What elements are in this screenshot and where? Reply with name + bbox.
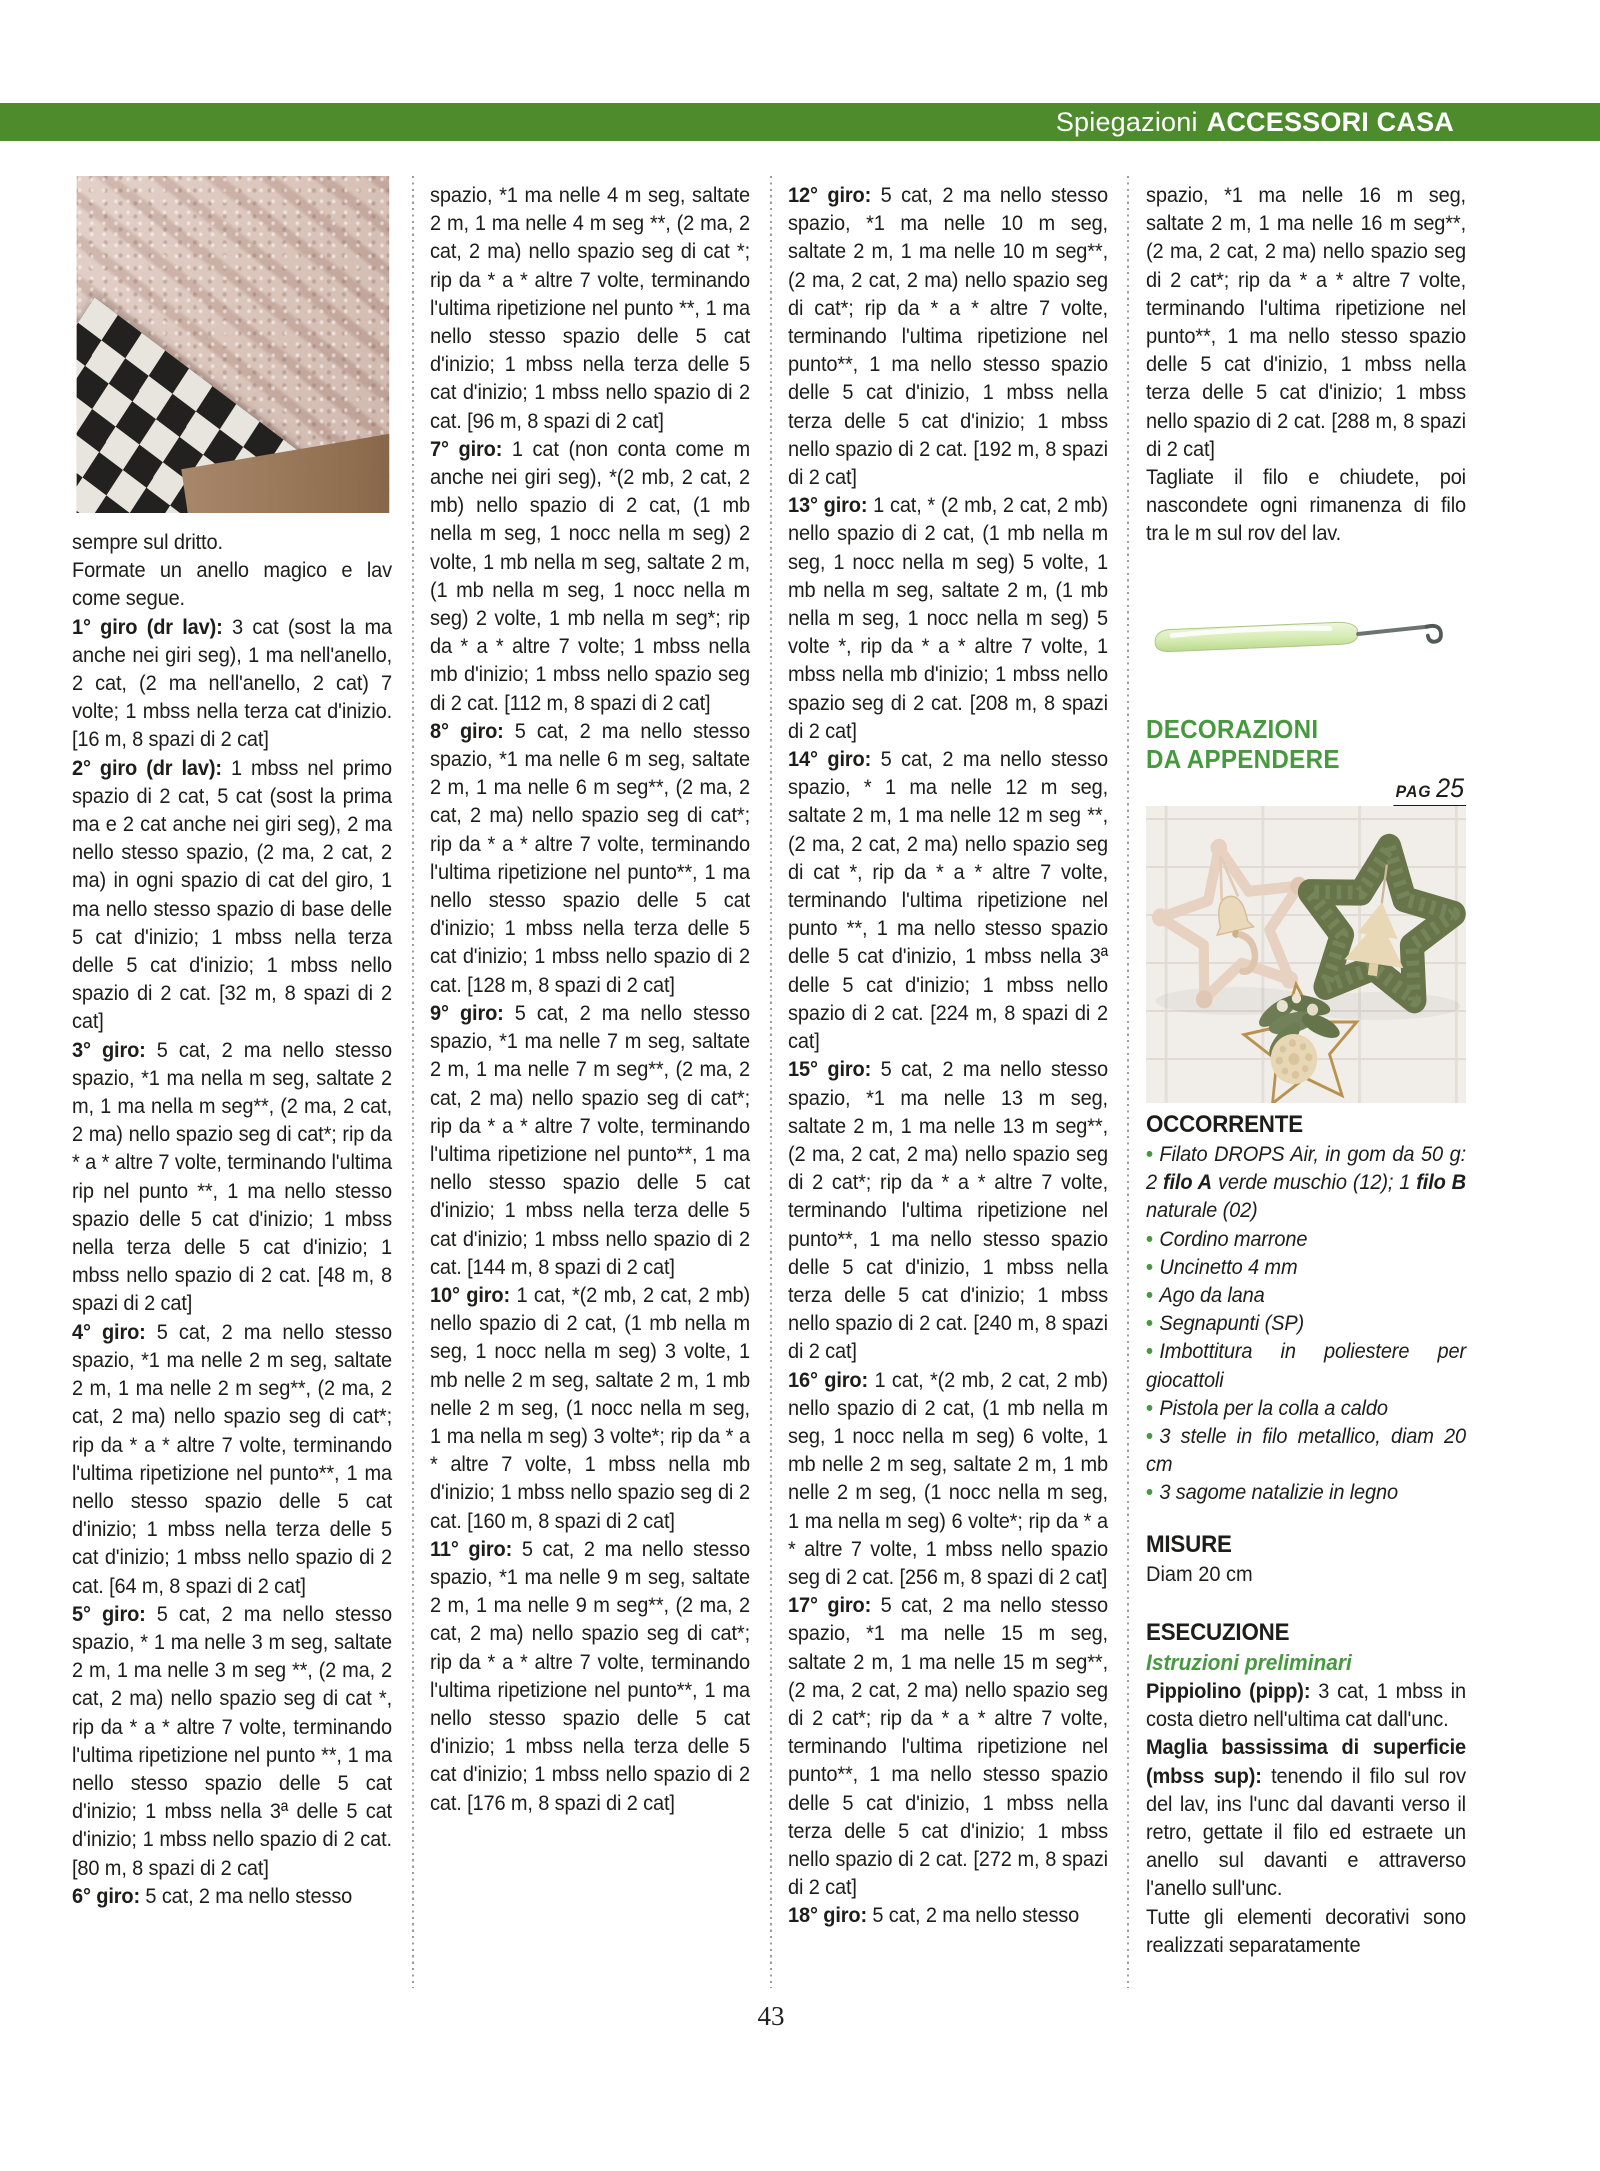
instruction-paragraph: 10° giro: 1 cat, *(2 mb, 2 cat, 2 mb) nello spazio di 2 cat, (1 mb nella m seg, 1 nocc nella m seg) 3 volte, 1 mb nelle 2 m seg, saltate 2 m, 1 mb nelle 2 m seg, (1 nocc nella m seg, 1 ma nella m seg) 3 volte*; rip da * a * altre 7 volte, 1 mbss nella mb d'inizio; 1 mbss nello spazio seg di 2 cat. [160 m, 8 spazi di 2 cat] <box>430 1282 751 1533</box>
misure-title: MISURE <box>1146 1531 1232 1558</box>
instruction-paragraph: 13° giro: 1 cat, * (2 mb, 2 cat, 2 mb) nello spazio di 2 cat, (1 mb nella m seg, 1 nocc nella m seg) 5 volte, 1 mb nella m seg, saltate 2 m, (1 mb nella m seg, 1 nocc nella m seg) 5 volte *, rip da * a * altre 7 volte, 1 mbss nella mb d'inizio; 1 mbss nello spazio seg di 2 cat. [208 m, 8 spazi di 2 cat] <box>788 493 1108 743</box>
header-title: ACCESSORI CASA <box>1206 106 1454 137</box>
instruction-paragraph: 9° giro: 5 cat, 2 ma nello stesso spazio, *1 ma nelle 7 m seg, saltate 2 m, 1 ma nelle 7 m seg**, (2 ma, 2 cat, 2 ma) nello spazio seg di cat*; rip da * a * altre 7 volte, terminando l'ultima ripetizione nel punto**, 1 ma nello stesso spazio delle 5 cat d'inizio; 1 mbss nella terza delle 5 cat d'inizio; 1 mbss nello spazio di 2 cat. [144 m, 8 spazi di 2 cat] <box>430 1000 751 1279</box>
round-label: 7° giro: <box>430 436 512 461</box>
instruction-paragraph: Tagliate il filo e chiudete, poi nascondete ogni rimanenza di filo tra le m sul rov del lav. <box>1146 465 1466 546</box>
instruction-paragraph: sempre sul dritto. <box>72 530 223 554</box>
round-label: 15° giro: <box>788 1057 881 1082</box>
instruction-paragraph: 17° giro: 5 cat, 2 ma nello stesso spazio, *1 ma nelle 15 m seg, saltate 2 m, 1 ma nelle 15 m seg**, (2 ma, 2 cat, 2 ma) nello spazio seg di 2 cat*; rip da * a * altre 7 volte, terminando l'ultima ripetizione nel punto**, 1 ma nello stesso spazio delle 5 cat d'inizio, 1 mbss nella terza delle 5 cat d'inizio; 1 mbss nello spazio di 2 cat. [272 m, 8 spazi di 2 cat] <box>788 1593 1109 1900</box>
esecuzione-section <box>1146 1618 1466 1959</box>
instruction-paragraph: 7° giro: 1 cat (non conta come m anche nei giri seg), *(2 mb, 2 cat, 2 mb) nello spazio di 2 cat, (1 mb nella m seg, 1 nocc nella m seg) 2 volte, 1 mb nella m seg, saltate 2 m, (1 mb nella m seg, 1 nocc nella m seg) 2 volte, 1 mb nella m seg*; rip da * a * altre 7 volte; 1 mbss nella mb d'inizio; 1 mbss nello spazio seg di 2 cat. [112 m, 8 spazi di 2 cat] <box>430 436 751 715</box>
instruction-paragraph: 5° giro: 5 cat, 2 ma nello stesso spazio, * 1 ma nelle 3 m seg, saltate 2 m, 1 ma nelle 3 m seg **, (2 ma, 2 cat, 2 ma) nello spazio seg di cat *, rip da * a * altre 7 volte, terminando l'ultima ripetizione nel punto **, 1 ma nello stesso spazio delle 5 cat d'inizio; 1 mbss nella 3ª delle 5 cat d'inizio; 1 mbss nello spazio di 2 cat. [80 m, 8 spazi di 2 cat] <box>72 1601 393 1880</box>
instruction-paragraph: 1° giro (dr lav): 3 cat (sost la ma anche nei giri seg), 1 ma nell'anello, 2 cat, (2 ma nell'anello, 2 cat) 7 volte; 1 mbss nella terza cat d'inizio. [16 m, 8 spazi di 2 cat] <box>72 614 392 752</box>
round-label: 4° giro: <box>72 1319 157 1344</box>
yarn-star <box>1146 821 1326 1016</box>
misure-value: Diam 20 cm <box>1146 1562 1253 1586</box>
instruction-paragraph: Maglia bassissima di superficie (mbss sup): tenendo il filo sul rov del lav, ins l'unc dal davanti verso il retro, gettate il filo ed estraete un anello sul davanti e attraverso l'anello sull'unc. <box>1146 1735 1466 1901</box>
material-text: filo B <box>1416 1170 1467 1195</box>
material-item <box>1146 1225 1466 1253</box>
bullet-icon: • <box>1146 1283 1153 1308</box>
material-item <box>1146 1253 1466 1281</box>
bullet-icon: • <box>1146 1142 1153 1166</box>
bullet-icon: • <box>1146 1226 1153 1251</box>
material-text: verde muschio (12); 1 <box>1212 1170 1417 1195</box>
star-decorations-illustration <box>1146 806 1466 1103</box>
section-title-decorazioni <box>1146 714 1340 774</box>
column-separator <box>412 176 414 1988</box>
material-text: 3 stelle in filo metallico, diam 20 cm <box>1146 1424 1466 1477</box>
misure-section <box>1146 1530 1466 1588</box>
round-label: 18° giro: <box>788 1903 873 1928</box>
crochet-hook-photo <box>1146 612 1466 664</box>
round-label: 17° giro: <box>788 1593 881 1618</box>
round-label: Maglia bassissima di superficie (mbss sup): <box>1146 1735 1466 1788</box>
round-label: 5° giro: <box>72 1601 157 1626</box>
material-text: Imbottitura in poliestere per giocattoli <box>1146 1339 1466 1392</box>
round-label: 1° giro (dr lav): <box>72 614 233 639</box>
material-text: filo A <box>1162 1170 1213 1195</box>
bullet-icon: • <box>1146 1424 1153 1449</box>
page-reference-number: 25 <box>1436 773 1465 803</box>
material-text: Pistola per la colla a caldo <box>1159 1395 1388 1420</box>
instruction-text-column-4 <box>1146 181 1466 548</box>
bullet-icon: • <box>1146 1254 1153 1279</box>
column-separator <box>770 176 772 1988</box>
material-text: Uncinetto 4 mm <box>1159 1254 1298 1279</box>
occorrente-title: OCCORRENTE <box>1146 1111 1303 1138</box>
round-label: 2° giro (dr lav): <box>72 755 231 780</box>
round-label: 9° giro: <box>430 1000 515 1025</box>
instruction-text-column-1 <box>72 528 392 1910</box>
instruction-text-column-2 <box>430 181 750 1817</box>
esecuzione-title: ESECUZIONE <box>1146 1619 1290 1646</box>
bullet-icon: • <box>1146 1480 1153 1505</box>
materials-list <box>1146 1140 1466 1507</box>
round-label: 16° giro: <box>788 1367 875 1392</box>
page-reference-underline <box>1394 773 1466 807</box>
instruction-paragraph: 6° giro: 5 cat, 2 ma nello stesso <box>72 1883 353 1908</box>
section-title-line2: DA APPENDERE <box>1146 744 1340 774</box>
material-text: Filato DROPS Air, in gom da 50 g: 2 <box>1146 1142 1466 1195</box>
instruction-paragraph: Pippiolino (pipp): 3 cat, 1 mbss in costa dietro nell'ultima cat dall'unc. <box>1146 1679 1466 1732</box>
instruction-paragraph: 15° giro: 5 cat, 2 ma nello stesso spazio, *1 ma nelle 13 m seg, saltate 2 m, 1 ma nelle 13 m seg**, (2 ma, 2 cat, 2 ma) nello spazio seg di 2 cat*; rip da * a * altre 7 volte, terminando l'ultima ripetizione nel punto**, 1 ma nello stesso spazio delle 5 cat d'inizio, 1 mbss nella terza delle 5 cat d'inizio; 1 mbss nello spazio di 2 cat. [240 m, 8 spazi di 2 cat] <box>788 1057 1109 1364</box>
esecuzione-subtitle: Istruzioni preliminari <box>1146 1650 1352 1675</box>
bullet-icon: • <box>1146 1339 1153 1364</box>
material-item <box>1146 1422 1466 1478</box>
instruction-paragraph: 4° giro: 5 cat, 2 ma nello stesso spazio, *1 ma nelle 2 m seg, saltate 2 m, 1 ma nelle 2 m seg**, (2 ma, 2 cat, 2 ma) nello spazio seg di cat*; rip da * a * altre 7 volte, terminando l'ultima ripetizione nel punto**, 1 ma nello stesso spazio delle 5 cat d'inizio; 1 mbss nella terza delle 5 cat d'inizio; 1 mbss nello spazio di 2 cat. [64 m, 8 spazi di 2 cat] <box>72 1319 393 1598</box>
round-label: Pippiolino (pipp): <box>1146 1679 1319 1703</box>
instruction-paragraph: spazio, *1 ma nelle 16 m seg, saltate 2 m, 1 ma nelle 16 m seg**, (2 ma, 2 cat, 2 ma) nello spazio seg di 2 cat*; rip da * a * altre 7 volte, terminando l'ultima ripetizione nel punto**, 1 ma nello stesso spazio delle 5 cat d'inizio, 1 mbss nella terza delle 5 cat d'inizio; 1 mbss nello spazio di 2 cat. [288 m, 8 spazi di 2 cat] <box>1146 183 1466 461</box>
instruction-paragraph: 12° giro: 5 cat, 2 ma nello stesso spazio, *1 ma nelle 10 m seg, saltate 2 m, 1 ma nelle 10 m seg**, (2 ma, 2 cat, 2 ma) nello spazio seg di cat*; rip da * a * altre 7 volte, terminando l'ultima ripetizione nel punto**, 1 ma nello stesso spazio delle 5 cat d'inizio, 1 mbss nella terza delle 5 cat d'inizio; 1 mbss nello spazio di 2 cat. [192 m, 8 spazi di 2 cat] <box>788 183 1109 490</box>
round-label: 12° giro: <box>788 183 881 207</box>
instruction-paragraph: spazio, *1 ma nelle 4 m seg, saltate 2 m, 1 ma nelle 4 m seg **, (2 ma, 2 cat, 2 ma) nello spazio seg di cat *; rip da * a * altre 7 volte, terminando l'ultima ripetizione nel punto **, 1 ma nello stesso spazio delle 5 cat d'inizio; 1 mbss nella terza delle 5 cat d'inizio; 1 mbss nello spazio di 2 cat. [96 m, 8 spazi di 2 cat] <box>430 183 750 433</box>
instruction-paragraph: 3° giro: 5 cat, 2 ma nello stesso spazio, *1 ma nella m seg, saltate 2 m, 1 ma nella m seg**, (2 ma, 2 cat, 2 ma) nello spazio seg di cat*; rip da * a * altre 7 volte, terminando l'ultima rip nel punto **, 1 ma nello stesso spazio delle 5 cat d'inizio; 1 mbss nella terza delle 5 cat d'inizio; 1 mbss nello spazio di 2 cat. [48 m, 8 spazi di 2 cat] <box>72 1037 393 1316</box>
material-item <box>1146 1140 1466 1225</box>
occorrente-section <box>1146 1110 1466 1507</box>
instruction-paragraph: Tutte gli elementi decorativi sono realizzati separatamente <box>1146 1904 1466 1957</box>
material-text: naturale (02) <box>1146 1198 1258 1223</box>
esecuzione-paragraphs <box>1146 1677 1466 1959</box>
round-label: 8° giro: <box>430 718 515 743</box>
page-reference-label: PAG <box>1395 782 1432 801</box>
instruction-paragraph: 16° giro: 1 cat, *(2 mb, 2 cat, 2 mb) nello spazio di 2 cat, (1 mb nella m seg, 1 nocc nella m seg) 6 volte, 1 mb nelle 2 m seg, saltate 2 m, 1 mb nelle 2 m seg, (1 nocc nella m seg, 1 ma nella m seg) 6 volte*; rip da * a * altre 7 volte, 1 mbss nello spazio seg di 2 cat. [256 m, 8 spazi di 2 cat] <box>788 1367 1109 1589</box>
bullet-icon: • <box>1146 1311 1153 1336</box>
round-label: 3° giro: <box>72 1037 157 1062</box>
instruction-paragraph: 8° giro: 5 cat, 2 ma nello stesso spazio, *1 ma nelle 6 m seg, saltate 2 m, 1 ma nelle 6 m seg**, (2 ma, 2 cat, 2 ma) nello spazio seg di cat*; rip da * a * altre 7 volte, terminando l'ultima ripetizione nel punto**, 1 ma nello stesso spazio delle 5 cat d'inizio; 1 mbss nella terza delle 5 cat d'inizio; 1 mbss nello spazio di 2 cat. [128 m, 8 spazi di 2 cat] <box>430 718 751 997</box>
material-text: Cordino marrone <box>1159 1226 1308 1251</box>
material-text: Segnapunti (SP) <box>1159 1311 1305 1336</box>
instruction-paragraph: 18° giro: 5 cat, 2 ma nello stesso <box>788 1903 1080 1928</box>
material-item <box>1146 1281 1466 1309</box>
hanging-decorations-photo <box>1146 806 1466 1103</box>
round-label: 13° giro: <box>788 493 874 518</box>
material-item <box>1146 1337 1466 1393</box>
bullet-icon: • <box>1146 1395 1153 1420</box>
green-star-wreath <box>1298 836 1461 1005</box>
material-item <box>1146 1394 1466 1422</box>
material-text: 3 sagome natalizie in legno <box>1159 1480 1398 1505</box>
page-reference <box>1146 773 1466 807</box>
round-label: 11° giro: <box>430 1536 522 1561</box>
crochet-hook-illustration <box>1146 612 1466 664</box>
header-section-label: Spiegazioni <box>1055 106 1198 137</box>
material-text: Ago da lana <box>1159 1283 1265 1308</box>
crochet-swatch-photo <box>77 176 390 513</box>
section-title-line1: DECORAZIONI <box>1146 714 1319 744</box>
instruction-text-column-3 <box>788 181 1108 1930</box>
page-number: 43 <box>757 2001 785 2031</box>
round-label: 6° giro: <box>72 1883 146 1908</box>
instruction-paragraph: 11° giro: 5 cat, 2 ma nello stesso spazio, *1 ma nelle 9 m seg, saltate 2 m, 1 ma nelle 9 m seg**, (2 ma, 2 cat, 2 ma) nello spazio seg di cat*; rip da * a * altre 7 volte, terminando l'ultima ripetizione nel punto**, 1 ma nello stesso spazio delle 5 cat d'inizio; 1 mbss nella terza delle 5 cat d'inizio; 1 mbss nello spazio di 2 cat. [176 m, 8 spazi di 2 cat] <box>430 1536 751 1815</box>
header-bar <box>0 103 1600 141</box>
instruction-paragraph: 14° giro: 5 cat, 2 ma nello stesso spazio, * 1 ma nelle 12 m seg, saltate 2 m, 1 ma nelle 12 m seg **, (2 ma, 2 cat, 2 ma) nello spazio seg di cat *, rip da * a * altre 7 volte, terminando l'ultima ripetizione nel punto **, 1 ma nello stesso spazio delle 5 cat d'inizio, 1 mbss nella 3ª delle 5 cat d'inizio; 1 mbss nello spazio di 2 cat. [224 m, 8 spazi di 2 cat] <box>788 747 1109 1054</box>
column-separator <box>1127 176 1129 1988</box>
material-item <box>1146 1309 1466 1337</box>
instruction-paragraph: 2° giro (dr lav): 1 mbss nel primo spazio di 2 cat, 5 cat (sost la prima ma e 2 cat anche nei giri seg), 2 ma nello stesso spazio, (2 ma, 2 cat, 2 ma) in ogni spazio di cat del giro, 1 ma nello stesso spazio di base delle 5 cat d'inizio; 1 mbss nella terza delle 5 cat d'inizio; 1 mbss nello spazio di 2 cat. [32 m, 8 spazi di 2 cat] <box>72 755 392 1034</box>
round-label: 14° giro: <box>788 747 881 772</box>
instruction-paragraph: Formate un anello magico e lav come segue. <box>72 558 392 611</box>
material-item <box>1146 1478 1466 1506</box>
round-label: 10° giro: <box>430 1282 517 1307</box>
